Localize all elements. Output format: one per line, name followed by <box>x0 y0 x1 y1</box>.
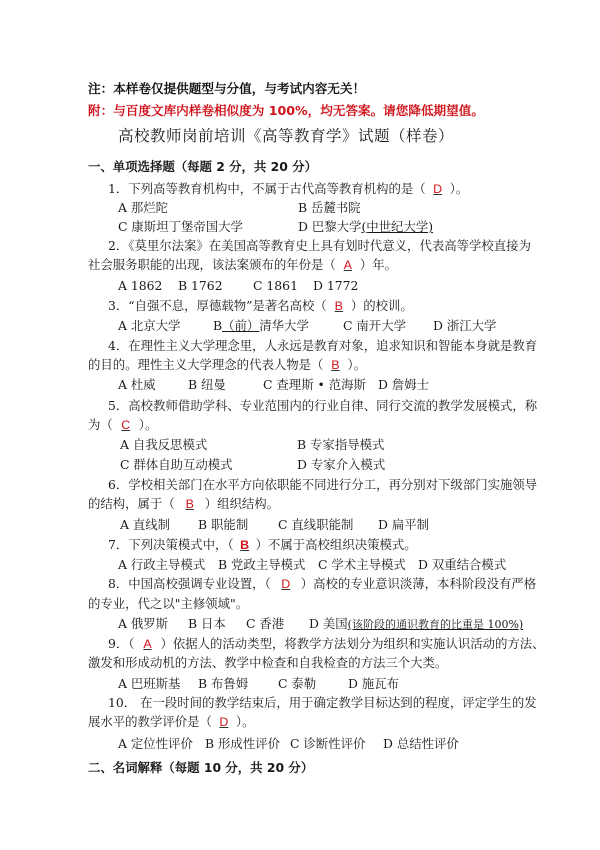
option-a: A 直线制 <box>120 517 171 532</box>
question-4-line-2 <box>88 356 366 374</box>
option-c: C 泰勒 <box>278 676 317 691</box>
question-stem: 社会服务职能的出现，该法案颁布的年份是（ <box>88 257 336 272</box>
answer-mark: B <box>185 497 194 511</box>
option-a: A 行政主导模式 <box>118 557 206 572</box>
option-d: D 专家介入模式 <box>297 457 386 472</box>
option-c: C 1861 <box>253 278 298 293</box>
option-b-note: （前） <box>222 318 260 333</box>
option-d: D 总结性评价 <box>383 736 459 751</box>
disclaimer-note: 注：本样卷仅提供题型与分值，与考试内容无关！ <box>88 81 366 96</box>
option-d: D 双重结合模式 <box>418 557 507 572</box>
section-heading-multiple-choice: 一、单项选择题（每题 2 分，共 20 分） <box>88 159 317 174</box>
question-10-line-2 <box>88 713 255 731</box>
question-stem: 的结构，属于（ <box>88 496 175 511</box>
option-b: B 职能制 <box>198 517 249 532</box>
answer-mark: A <box>143 637 152 651</box>
option-line <box>118 199 168 216</box>
option-c: C 香港 <box>246 616 285 631</box>
question-stem-end: ）。 <box>235 714 255 729</box>
answer-mark: D <box>281 577 291 591</box>
question-9-line-2: 激发和形成动机的方法、教学中检查和自我检查的方法三个大类。 <box>88 655 448 670</box>
option-b: B 岳麓书院 <box>298 200 361 215</box>
question-1 <box>108 180 468 198</box>
answer-mark: A <box>343 258 352 272</box>
option-line <box>298 199 361 216</box>
option-c: C 康斯坦丁堡帝国大学 <box>118 219 243 234</box>
option-b: B 1762 <box>178 278 223 293</box>
option-line <box>298 218 433 235</box>
similarity-note: 附：与百度文库内样卷相似度为 100%，均无答案。请您降低期望值。 <box>88 103 484 118</box>
question-8 <box>108 575 536 593</box>
section-heading-terms: 二、名词解释（每题 10 分，共 20 分） <box>88 760 314 775</box>
option-b: B 纽曼 <box>188 377 226 392</box>
question-stem: 3．“自强不息，厚德载物”是著名高校（ <box>108 298 327 313</box>
question-9 <box>108 635 545 653</box>
option-d: D 浙江大学 <box>433 318 497 333</box>
option-a: A 1862 <box>118 278 163 293</box>
question-stem: 的目的。理性主义大学理念的代表人物是（ <box>88 357 324 372</box>
option-d: D 詹姆士 <box>378 377 430 392</box>
question-stem: 8．中国高校强调专业设置，（ <box>108 576 271 591</box>
option-a: A 自我反思模式 <box>120 437 208 452</box>
question-stem-end: ）的校训。 <box>350 298 413 313</box>
question-7 <box>108 536 417 554</box>
option-line <box>118 218 243 235</box>
option-a: A 定位性评价 <box>118 736 193 751</box>
answer-mark: D <box>219 715 229 729</box>
option-c: C 学术主导模式 <box>318 557 406 572</box>
option-c: C 群体自助互动模式 <box>120 457 233 472</box>
question-stem: 7．下列决策模式中，（ <box>108 537 234 552</box>
option-a: A 俄罗斯 <box>118 616 169 631</box>
question-3 <box>108 297 413 315</box>
question-8-line-2: 的专业，代之以"主修领域"。 <box>88 596 249 611</box>
answer-mark: C <box>121 418 131 432</box>
option-a: A 杜威 <box>118 377 156 392</box>
question-stem-end: ）高校的专业意识淡薄，本科阶段没有严格 <box>300 576 537 591</box>
option-b: B 布鲁姆 <box>198 676 249 691</box>
option-a: A 巴班斯基 <box>118 676 181 691</box>
option-c: C 查理斯 • 范海斯 <box>263 377 366 392</box>
option-b: B 形成性评价 <box>205 736 280 751</box>
option-c: C 诊断性评价 <box>290 736 366 751</box>
option-b <box>213 317 309 334</box>
question-5: 5．高校教师借助学科、专业范围内的行业自律、同行交流的教学发展模式，称 <box>108 398 538 413</box>
option-d-text: D 美国 <box>309 616 348 631</box>
question-2: 2．《莫里尔法案》在美国高等教育史上具有划时代意义，代表高等学校直接为 <box>108 238 531 253</box>
option-a: A 那烂陀 <box>118 200 169 215</box>
option-d: D 1772 <box>313 278 359 293</box>
question-stem: 1．下列高等教育机构中，不属于古代高等教育机构的是（ <box>108 181 426 196</box>
answer-mark: B <box>331 358 340 372</box>
question-6-line-2 <box>88 495 279 513</box>
exam-title: 高校教师岗前培训《高等教育学》试题（样卷） <box>118 127 455 145</box>
question-stem: 展水平的教学评价是（ <box>88 714 212 729</box>
option-c: C 南开大学 <box>343 318 406 333</box>
question-stem-end: ）不属于高校组织决策模式。 <box>255 537 417 552</box>
question-5-line-2 <box>88 416 157 434</box>
question-6: 6．学校相关部门在水平方向依职能不同进行分工，再分别对下级部门实施领导 <box>108 477 538 492</box>
option-a: A 北京大学 <box>118 318 181 333</box>
question-2-line-2 <box>88 256 397 274</box>
answer-mark: D <box>433 182 443 196</box>
option-b: B 专家指导模式 <box>297 437 385 452</box>
option-b-letter: B <box>213 318 223 333</box>
option-c: C 直线职能制 <box>278 517 354 532</box>
question-stem-end: ）。 <box>138 417 158 432</box>
answer-mark: B <box>334 299 343 313</box>
option-b: B 党政主导模式 <box>218 557 306 572</box>
option-d: D 扁平制 <box>378 517 430 532</box>
question-stem: 9．（ <box>108 636 135 651</box>
question-stem: 为（ <box>88 417 113 432</box>
question-stem-end: ）年。 <box>359 257 397 272</box>
option-b: B 日本 <box>188 616 226 631</box>
option-b-text: 清华大学 <box>259 318 309 333</box>
option-note: (该阶段的通识教育的比重是 100%) <box>347 618 524 631</box>
question-10: 10． 在一段时间的教学结束后，用于确定教学目标达到的程度，评定学生的发 <box>108 695 537 710</box>
question-stem-end: ）。 <box>449 181 469 196</box>
question-stem-end: ）。 <box>347 357 367 372</box>
question-stem-end: ）组织结构。 <box>204 496 280 511</box>
option-d <box>309 615 523 633</box>
option-d: D 巴黎大学 <box>298 219 362 234</box>
question-4: 4．在理性主义大学理念里，人永远是教育对象，追求知识和智能本身就是教育 <box>108 338 538 353</box>
answer-mark: B <box>240 538 250 552</box>
option-d: D 施瓦布 <box>348 676 400 691</box>
question-stem-end: ）依据人的活动类型，将教学方法划分为组织和实施认识活动的方法、 <box>160 636 545 651</box>
option-note: (中世纪大学) <box>361 219 434 234</box>
